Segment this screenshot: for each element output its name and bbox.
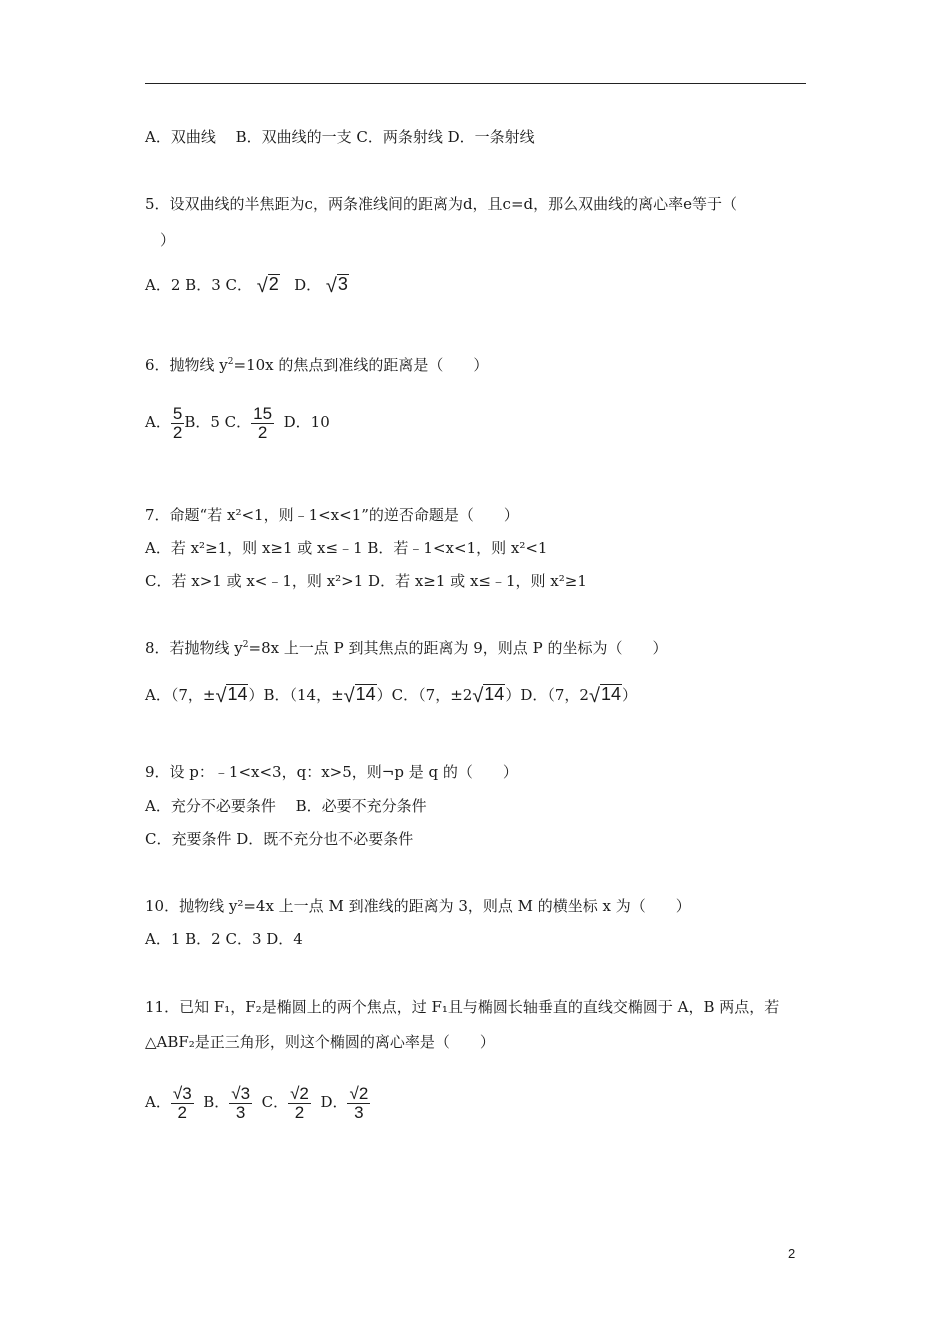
q6-options xyxy=(145,402,330,442)
q6-opt-a: A． xyxy=(145,413,171,431)
q5-stem-close: ） xyxy=(160,231,176,249)
q8-options: A．（7，±√14）B．（14，±√14）C．（7，±2√14）D．（7，2√14） xyxy=(145,684,637,707)
q11-options: A． $\frac{√3}{2}$ B． $\frac{√3}{3}$ C． $\frac{√2}{2}$ D． $\frac{√2}{3}$ xyxy=(145,1083,369,1122)
q8-sqrt-a: √14 xyxy=(215,684,248,707)
q7-options-cd: C．若 x>1 或 x<﹣1，则 x²>1 D．若 x≥1 或 x≤﹣1，则 x²≥1 xyxy=(145,572,587,590)
q11-stem-line2: △ABF₂是正三角形，则这个椭圆的离心率是（ ） xyxy=(145,1033,495,1051)
q5-opt-c: C． xyxy=(225,276,253,294)
q5-opt-d: D． xyxy=(294,276,322,294)
header-rule xyxy=(145,83,806,84)
q5-opt-b: B．3 xyxy=(185,276,221,294)
q9-stem: 9．设 p：﹣1<x<3，q：x>5，则¬p 是 q 的（ ） xyxy=(145,763,518,781)
q7-options-ab: A．若 x²≥1，则 x≥1 或 x≤﹣1 B．若﹣1<x<1，则 x²<1 xyxy=(145,539,548,557)
q8-sqrt-b: √14 xyxy=(343,684,376,707)
q8-exponent: 2 xyxy=(242,640,249,650)
q11-frac-c: $\frac{√2}{2}$ xyxy=(290,1083,309,1122)
q4-options: A．双曲线 B．双曲线的一支 C．两条射线 D．一条射线 xyxy=(145,128,535,146)
q6-frac-c: $\frac{15}{2}$ xyxy=(253,403,273,442)
q11-frac-d: $\frac{√2}{3}$ xyxy=(349,1083,369,1122)
q5-opt-a: A．2 xyxy=(145,276,181,294)
q5-sqrt-d: √3 xyxy=(325,274,348,297)
q6-opt-d: D．10 xyxy=(283,413,330,431)
q9-options-ab: A．充分不必要条件 B．必要不充分条件 xyxy=(145,797,427,815)
q10-options: A．1 B．2 C．3 D．4 xyxy=(145,930,303,948)
q11-stem-line1: 11．已知 F₁，F₂是椭圆上的两个焦点，过 F₁且与椭圆长轴垂直的直线交椭圆于 A，B 两点，若 xyxy=(145,998,780,1016)
q6-stem: 6．抛物线 $y^2=10x$ 的焦点到准线的距离是（ ） xyxy=(145,356,489,374)
q10-stem: 10．抛物线 y²=4x 上一点 M 到准线的距离为 3，则点 M 的横坐标 x 为（ ） xyxy=(145,897,691,915)
q8-sqrt-d: √14 xyxy=(588,684,621,707)
q6-opt-b: B．5 xyxy=(184,413,220,431)
q9-options-cd: C．充要条件 D．既不充分也不必要条件 xyxy=(145,830,414,848)
q6-exponent: 2 xyxy=(227,357,234,367)
q5-sqrt-c: √2 xyxy=(256,274,279,297)
q6-opt-c: C． xyxy=(224,413,252,431)
page-number: 2 xyxy=(788,1246,796,1261)
q5-stem: 5．设双曲线的半焦距为c，两条准线间的距离为d，且c=d，那么双曲线的离心率e等于（ xyxy=(145,195,737,213)
q7-stem: 7．命题“若 x²<1，则﹣1<x<1”的逆否命题是（ ） xyxy=(145,506,519,524)
q8-sqrt-c: √14 xyxy=(472,684,505,707)
q6-frac-a: $\frac{5}{2}$ xyxy=(172,403,183,442)
q5-options xyxy=(145,274,349,296)
q8-stem: 8．若抛物线 $y^2=8x$ 上一点 P 到其焦点的距离为 9，则点 P 的坐标为（ ） xyxy=(145,639,668,657)
q11-frac-b: $\frac{√3}{3}$ xyxy=(231,1083,251,1122)
q11-frac-a: $\frac{√3}{2}$ xyxy=(172,1083,192,1122)
